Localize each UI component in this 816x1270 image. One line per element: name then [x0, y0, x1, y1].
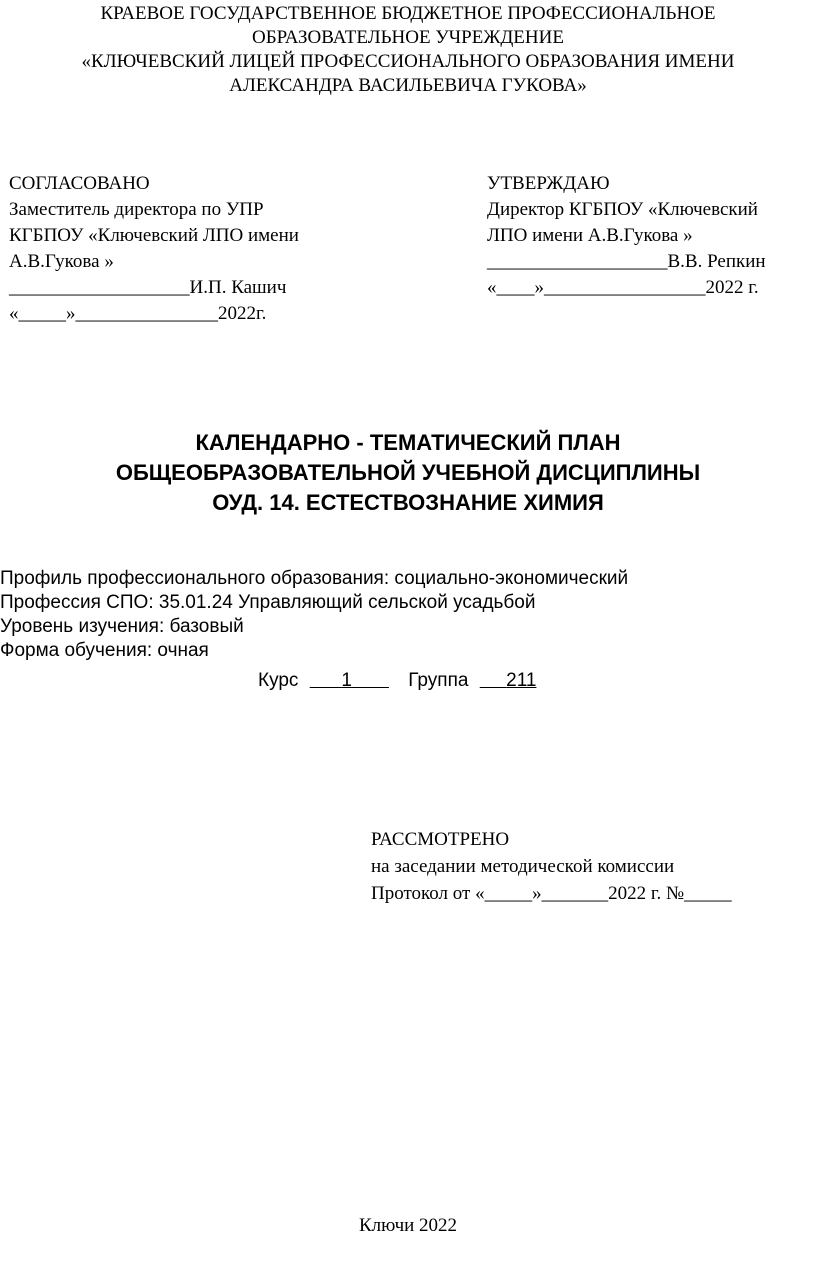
agreed-block	[9, 171, 299, 327]
approved-line-2: ЛПО имени А.В.Гукова »	[487, 225, 693, 246]
agreed-line-2: КГБПОУ «Ключевский ЛПО имени	[9, 225, 299, 246]
course-group-line	[258, 669, 536, 693]
program-info	[0, 567, 628, 663]
footer-place-year: Ключи 2022	[358, 1215, 458, 1236]
approved-line-1: Директор КГБПОУ «Ключевский	[487, 199, 758, 220]
review-protocol-line: Протокол от «_____»_______2022 г. №_____	[371, 883, 732, 904]
approved-heading: УТВЕРЖДАЮ	[487, 173, 610, 194]
review-heading: РАССМОТРЕНО	[371, 829, 510, 850]
institution-name-line-1: КРАЕВОЕ ГОСУДАРСТВЕННОЕ БЮДЖЕТНОЕ ПРОФЕССИОНАЛЬНОЕ	[100, 3, 716, 24]
institution-name-line-4: АЛЕКСАНДРА ВАСИЛЬЕВИЧА ГУКОВА»	[229, 75, 587, 96]
review-line-1: на заседании методической комиссии	[371, 856, 675, 877]
agreed-line-1: Заместитель директора по УПР	[9, 199, 264, 220]
review-block	[371, 826, 732, 907]
institution-name-line-2: ОБРАЗОВАТЕЛЬНОЕ УЧРЕЖДЕНИЕ	[252, 27, 564, 48]
group-label: Группа	[408, 670, 469, 691]
approved-signature-line: ___________________В.В. Репкин	[487, 251, 766, 272]
agreed-date-line: «_____»_______________2022г.	[9, 303, 267, 324]
document-title	[0, 428, 816, 518]
title-line-3: ОУД. 14. ЕСТЕСТВОЗНАНИЕ ХИМИЯ	[212, 490, 604, 515]
title-line-2: ОБЩЕОБРАЗОВАТЕЛЬНОЙ УЧЕБНОЙ ДИСЦИПЛИНЫ	[115, 460, 701, 485]
institution-name-line-3: «КЛЮЧЕВСКИЙ ЛИЦЕЙ ПРОФЕССИОНАЛЬНОГО ОБРАЗОВАНИЯ ИМЕНИ	[81, 51, 735, 72]
profile-line: Профиль профессионального образования: социально-экономический	[0, 568, 629, 589]
approved-date-line: «____»_________________2022 г.	[487, 277, 759, 298]
course-value: 1	[341, 670, 352, 691]
title-line-1: КАЛЕНДАРНО - ТЕМАТИЧЕСКИЙ ПЛАН	[195, 430, 621, 455]
agreed-signature-line: ___________________И.П. Кашич	[9, 277, 287, 298]
course-label: Курс	[258, 670, 299, 691]
agreed-line-3: А.В.Гукова »	[9, 251, 114, 272]
form-line: Форма обучения: очная	[0, 640, 209, 661]
profession-line: Профессия СПО: 35.01.24 Управляющий сельской усадьбой	[0, 592, 536, 613]
approved-block	[487, 171, 766, 301]
group-value: 211	[506, 670, 537, 691]
institution-header	[0, 2, 816, 98]
agreed-heading: СОГЛАСОВАНО	[9, 173, 150, 194]
level-line: Уровень изучения: базовый	[0, 616, 244, 637]
